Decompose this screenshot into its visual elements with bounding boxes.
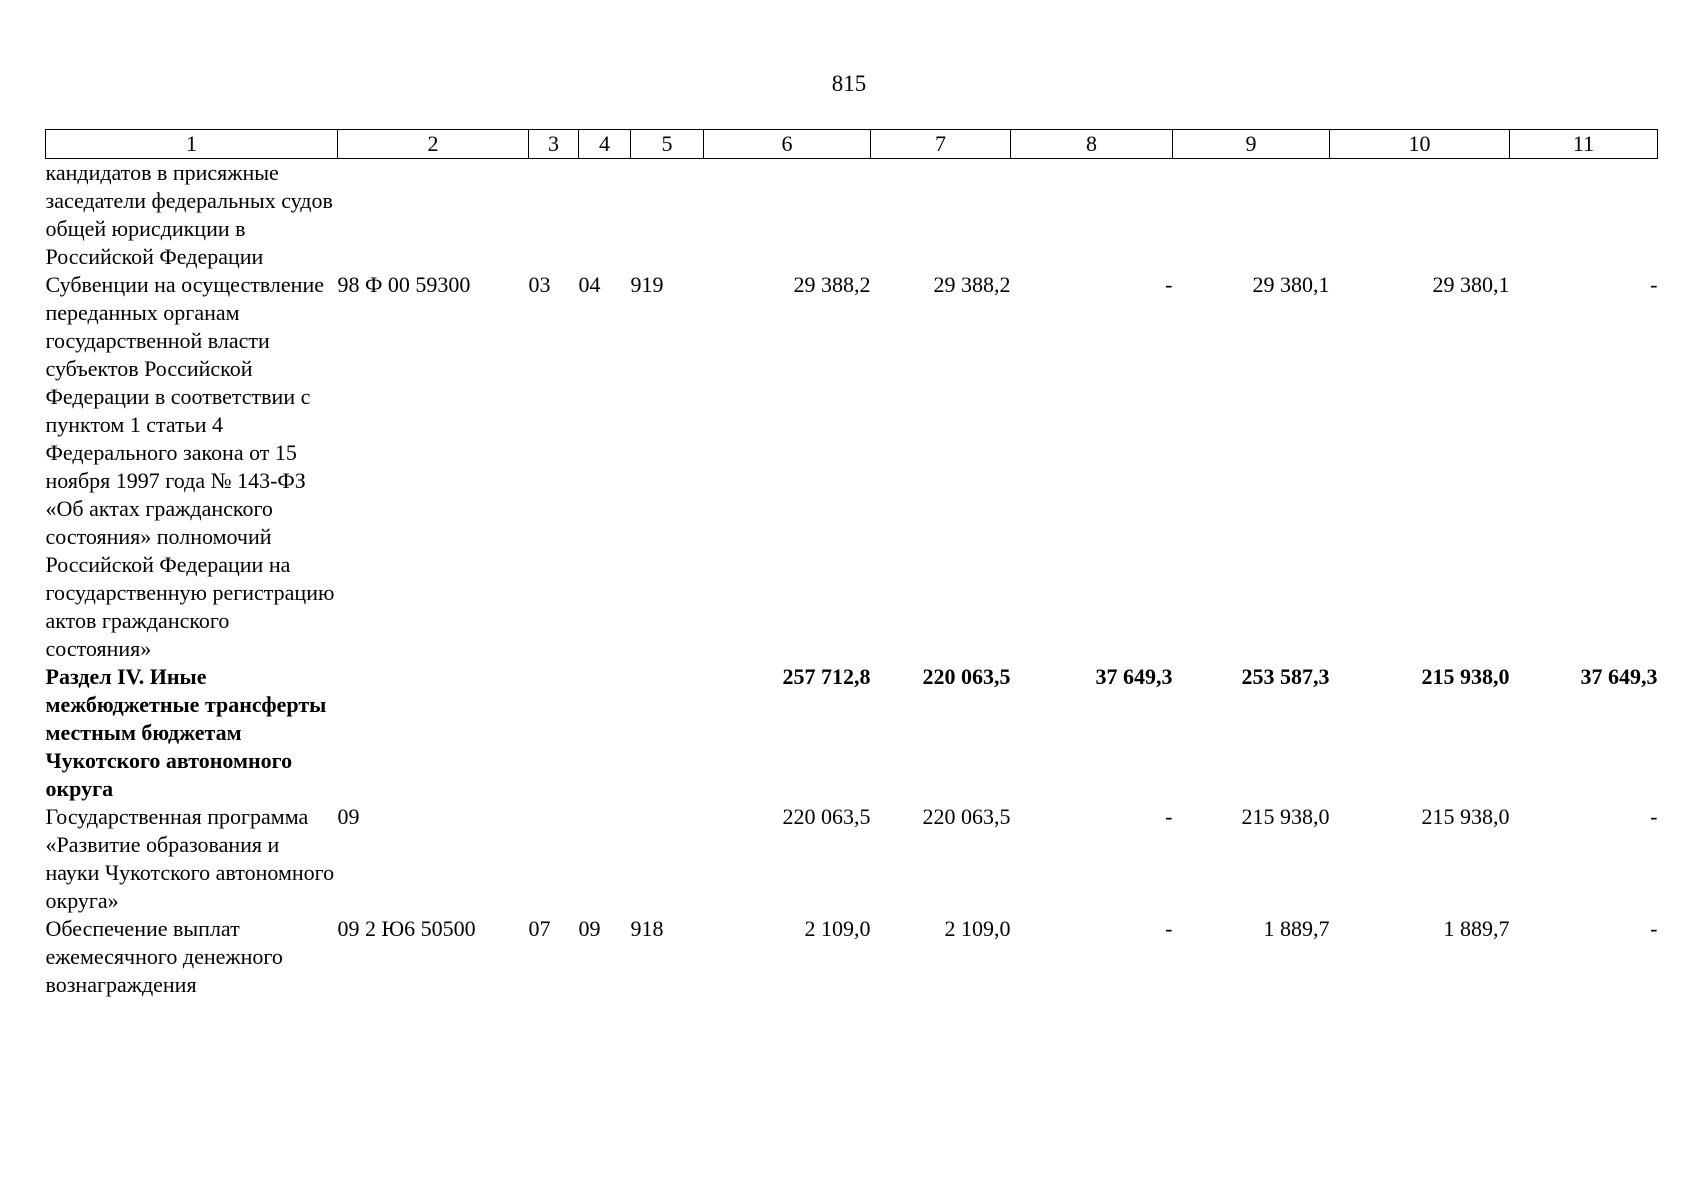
row-value-8 <box>1011 159 1173 272</box>
row-value-8: - <box>1165 804 1173 829</box>
page-number: 815 <box>831 71 867 96</box>
row-value-9: 1 889,7 <box>1263 916 1330 941</box>
column-header-2: 2 <box>338 130 529 159</box>
row-code: 98 Ф 00 59300 <box>337 272 471 297</box>
row-value-11: 37 649,3 <box>1580 664 1658 689</box>
row-code <box>338 159 529 272</box>
row-code: 09 <box>337 804 360 829</box>
row-expense-type <box>631 663 704 803</box>
row-value-9: 215 938,0 <box>1241 804 1330 829</box>
row-value-6: 257 712,8 <box>782 664 871 689</box>
table-row <box>46 663 1658 803</box>
row-subsection: 04 <box>578 272 601 297</box>
row-code: 09 2 Ю6 50500 <box>337 916 476 941</box>
row-value-7: 220 063,5 <box>922 804 1011 829</box>
table-body <box>46 159 1658 1000</box>
row-value-10: 29 380,1 <box>1432 272 1510 297</box>
row-code <box>338 663 529 803</box>
column-header-10: 10 <box>1330 130 1510 159</box>
row-subsection: 09 <box>578 916 601 941</box>
column-header-6: 6 <box>704 130 871 159</box>
column-header-7: 7 <box>871 130 1011 159</box>
row-value-10 <box>1330 159 1510 272</box>
row-value-8: 37 649,3 <box>1095 664 1173 689</box>
column-number-row <box>46 130 1658 159</box>
row-name: кандидатов в присяжные заседатели федеральных судов общей юрисдикции в Российской Федерации <box>45 160 333 269</box>
column-header-1: 1 <box>46 130 338 159</box>
row-value-11: - <box>1650 916 1658 941</box>
row-value-7: 2 109,0 <box>944 916 1011 941</box>
row-value-6: 29 388,2 <box>793 272 871 297</box>
row-section <box>529 803 579 915</box>
row-subsection <box>579 803 631 915</box>
row-name: Обеспечение выплат ежемесячного денежного вознаграждения <box>45 916 283 997</box>
row-value-11 <box>1510 159 1658 272</box>
table-row <box>46 803 1658 915</box>
row-value-6 <box>704 159 871 272</box>
table-row <box>46 159 1658 272</box>
row-expense-type <box>631 159 704 272</box>
row-value-7: 29 388,2 <box>933 272 1011 297</box>
row-value-8: - <box>1165 916 1173 941</box>
row-value-10: 215 938,0 <box>1421 664 1510 689</box>
table-row <box>46 915 1658 999</box>
table-row <box>46 271 1658 663</box>
column-header-3: 3 <box>529 130 579 159</box>
row-name: Субвенции на осуществление переданных органам государственной власти субъектов Российской Федерации в соответствии с пунктом 1 статьи 4 Федерального закона от 15 ноября 1997 года № 143-ФЗ «Об актах гражданского состояния» полномочий Российской Федерации на государственную регистрацию актов гражданского состояния» <box>45 272 335 661</box>
row-value-6: 2 109,0 <box>804 916 871 941</box>
column-header-5: 5 <box>631 130 704 159</box>
row-value-11: - <box>1650 272 1658 297</box>
row-name: Раздел IV. Иные межбюджетные трансферты местным бюджетам Чукотского автономного округа <box>45 664 327 801</box>
column-header-9: 9 <box>1173 130 1330 159</box>
row-expense-type <box>631 803 704 915</box>
column-header-4: 4 <box>579 130 631 159</box>
row-section <box>529 159 579 272</box>
column-header-11: 11 <box>1510 130 1658 159</box>
column-header-8: 8 <box>1011 130 1173 159</box>
row-value-9 <box>1173 159 1330 272</box>
row-section: 07 <box>528 916 551 941</box>
row-section <box>529 663 579 803</box>
row-expense-type: 919 <box>630 272 664 297</box>
row-name: Государственная программа «Развитие образования и науки Чукотского автономного округа» <box>45 804 335 913</box>
row-value-11: - <box>1650 804 1658 829</box>
row-value-6: 220 063,5 <box>782 804 871 829</box>
row-value-10: 215 938,0 <box>1421 804 1510 829</box>
row-value-9: 253 587,3 <box>1241 664 1330 689</box>
row-section: 03 <box>528 272 551 297</box>
row-subsection <box>579 663 631 803</box>
row-value-10: 1 889,7 <box>1443 916 1510 941</box>
row-value-8: - <box>1165 272 1173 297</box>
row-expense-type: 918 <box>630 916 664 941</box>
row-value-7: 220 063,5 <box>922 664 1011 689</box>
row-value-9: 29 380,1 <box>1252 272 1330 297</box>
budget-table <box>45 129 1658 999</box>
row-value-7 <box>871 159 1011 272</box>
row-subsection <box>579 159 631 272</box>
